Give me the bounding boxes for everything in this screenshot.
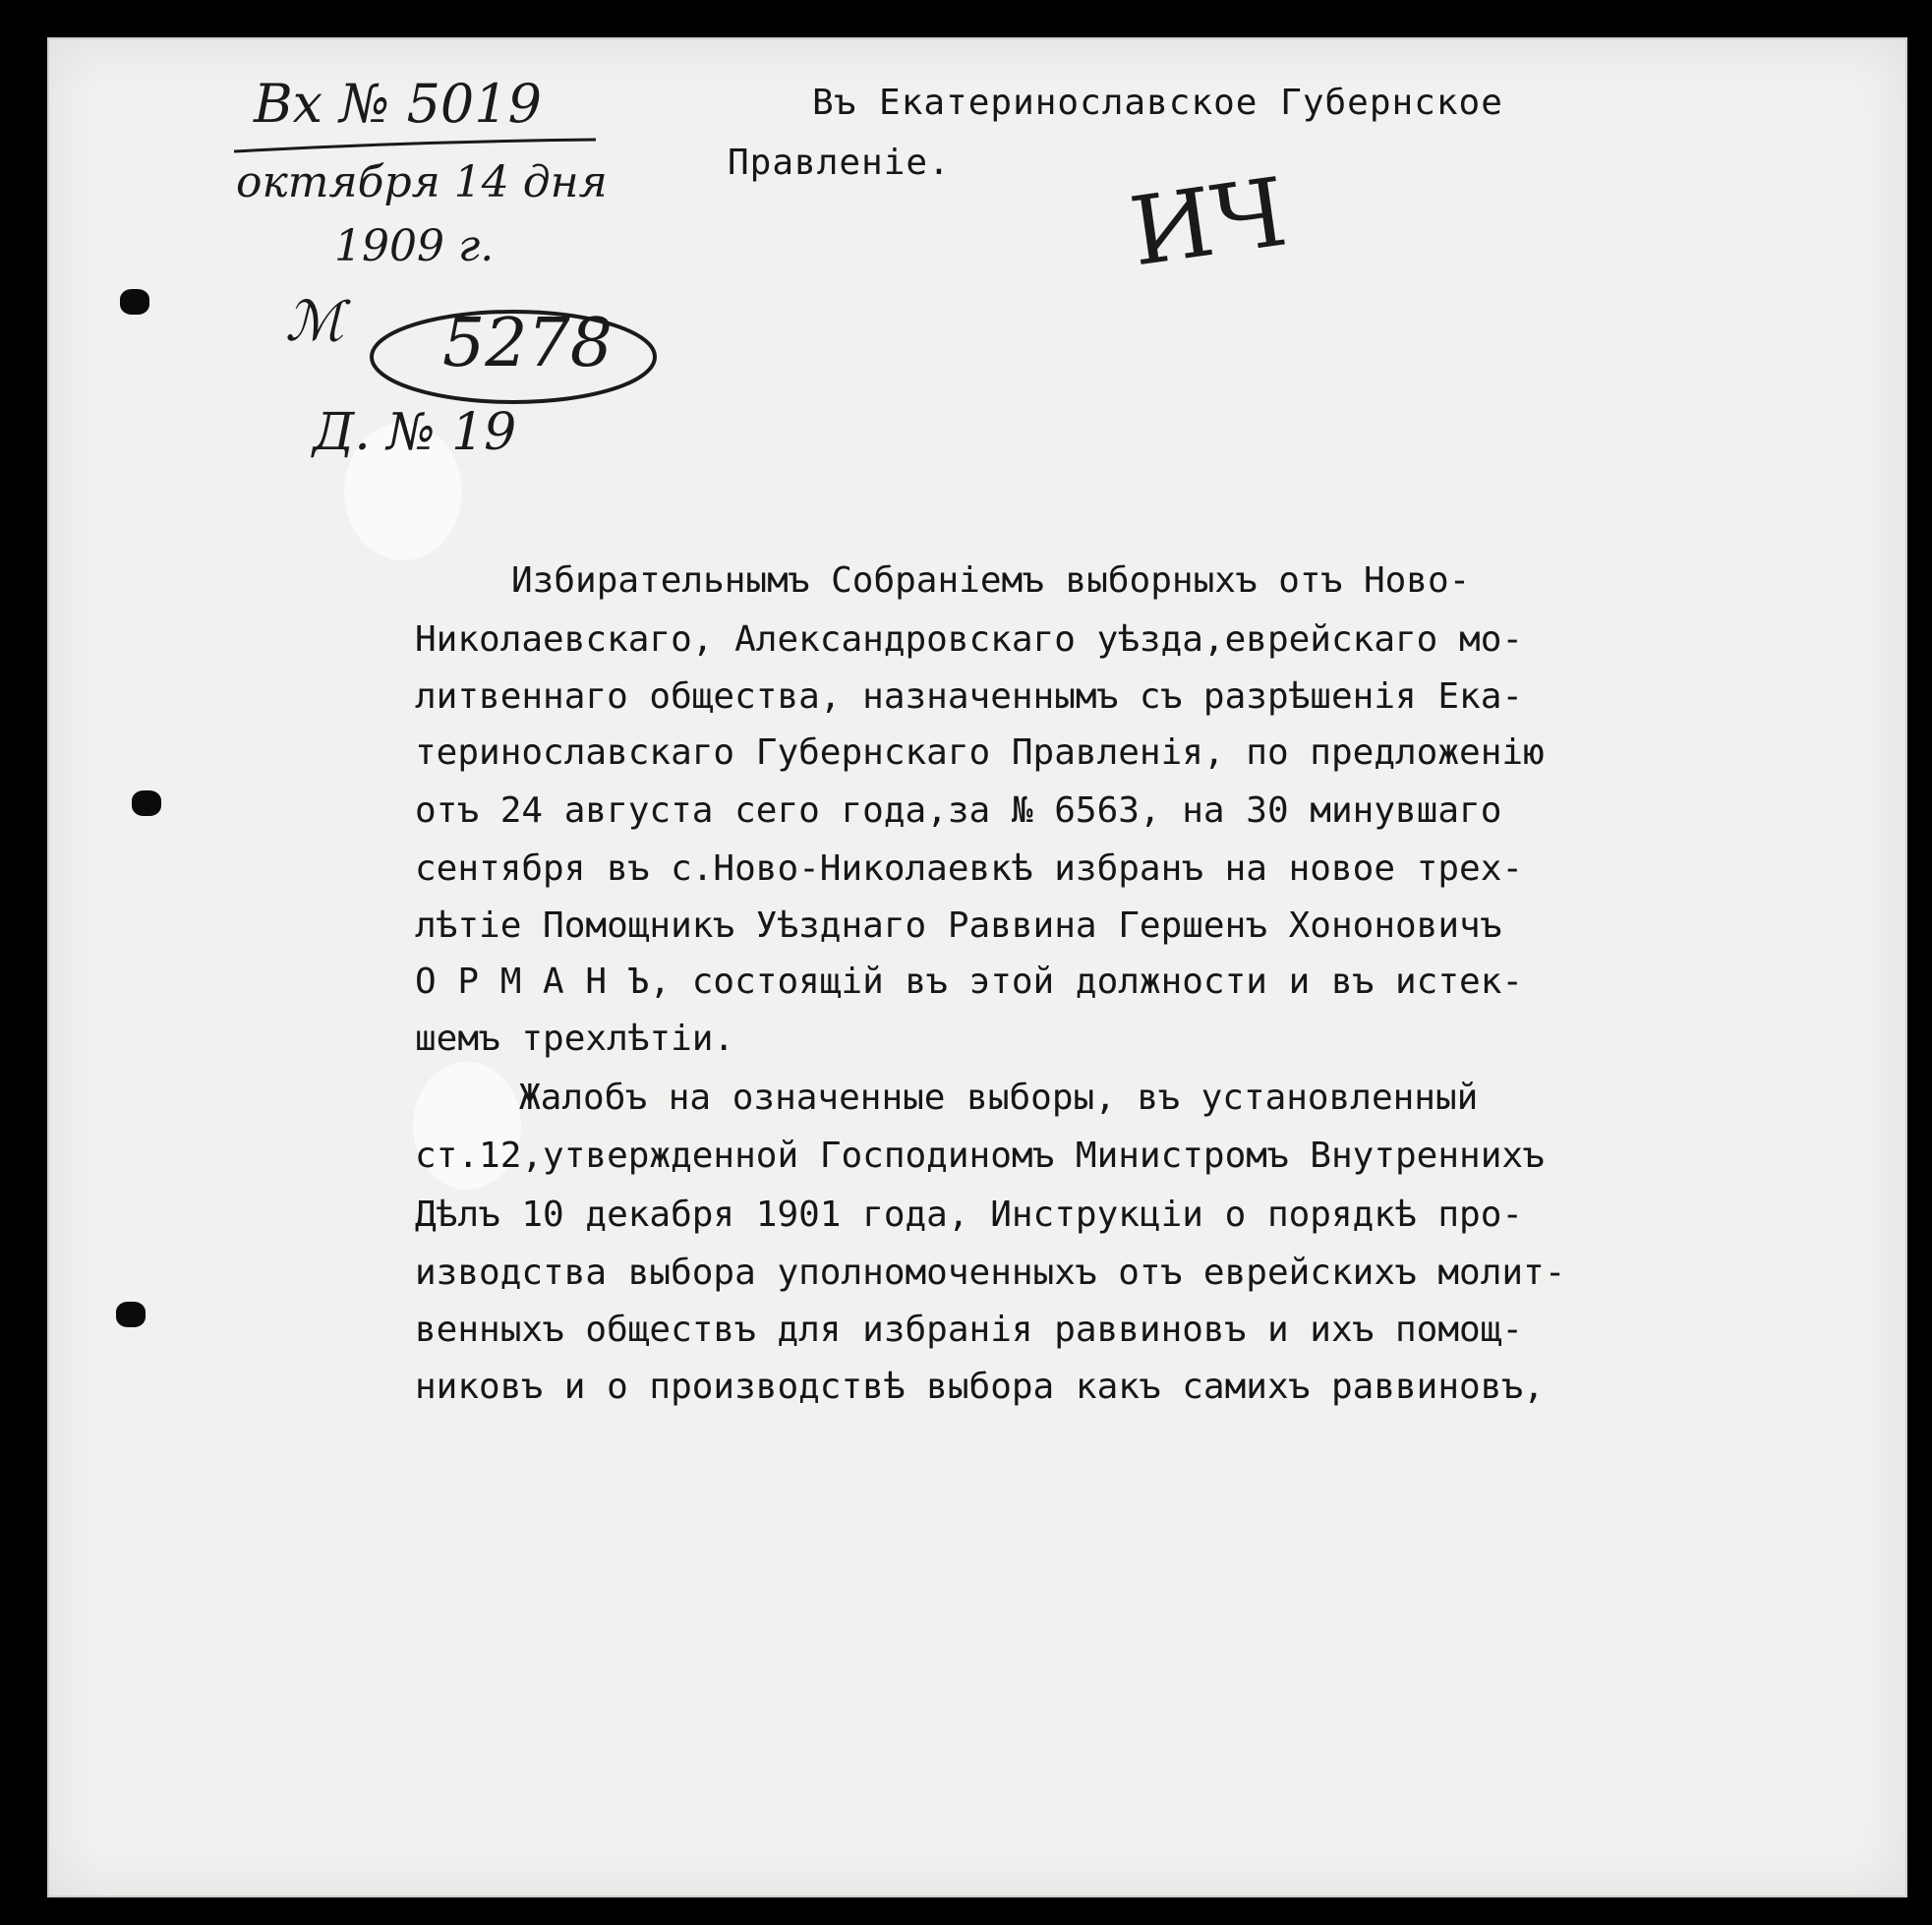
text-line: Жалобъ на означенные выборы, въ установленный — [519, 1078, 1479, 1118]
text-line: Дѣлъ 10 декабря 1901 года, Инструкціи о порядкѣ про- — [415, 1195, 1524, 1235]
text-line: отъ 24 августа сего года,за № 6563, на 30 минувшаго — [415, 790, 1502, 831]
stamp-underline — [234, 138, 598, 157]
text-line: сентября въ с.Ново-Николаевкѣ избранъ на новое трех- — [415, 848, 1524, 889]
text-line: литвеннаго общества, назначеннымъ съ разрѣшенія Ека- — [415, 676, 1524, 717]
file-number: Д. № 19 — [313, 403, 517, 462]
text-line: теринославскаго Губернскаго Правленія, по предложенію — [415, 732, 1545, 773]
registration-number: 5278 — [442, 305, 614, 382]
punch-hole — [116, 1302, 146, 1327]
stamp-year: 1909 г. — [334, 221, 495, 271]
text-line: ст.12,утвержденной Господиномъ Министромъ Внутреннихъ — [415, 1136, 1545, 1176]
incoming-number: Вх № 5019 — [254, 73, 542, 135]
text-line: О Р М А Н Ъ, состоящій въ этой должности и въ истек- — [415, 962, 1524, 1002]
reg-prefix-mark: ℳ — [285, 290, 344, 354]
text-line: лѣтіе Помощникъ Уѣзднаго Раввина Гершенъ Хононовичъ — [415, 905, 1502, 946]
text-line: Николаевскаго, Александровскаго уѣзда,еврейскаго мо- — [415, 619, 1524, 660]
punch-hole — [120, 289, 149, 315]
addressee-line-2: Правленіе. — [728, 143, 951, 183]
document-page — [47, 37, 1907, 1897]
initials-mark: ИЧ — [1123, 156, 1293, 288]
text-line: Избирательнымъ Собраніемъ выборныхъ отъ Ново- — [511, 560, 1471, 601]
text-line: шемъ трехлѣтіи. — [415, 1019, 735, 1059]
text-line: венныхъ обществъ для избранія раввиновъ и ихъ помощ- — [415, 1310, 1524, 1350]
stamp-date-line: октября 14 дня — [236, 157, 608, 207]
text-line: изводства выбора уполномоченныхъ отъ еврейскихъ молит- — [415, 1253, 1566, 1293]
text-line: никовъ и о производствѣ выбора какъ самихъ раввиновъ, — [415, 1367, 1545, 1407]
punch-hole — [132, 790, 161, 816]
addressee-line-1: Въ Екатеринославское Губернское — [812, 83, 1503, 123]
